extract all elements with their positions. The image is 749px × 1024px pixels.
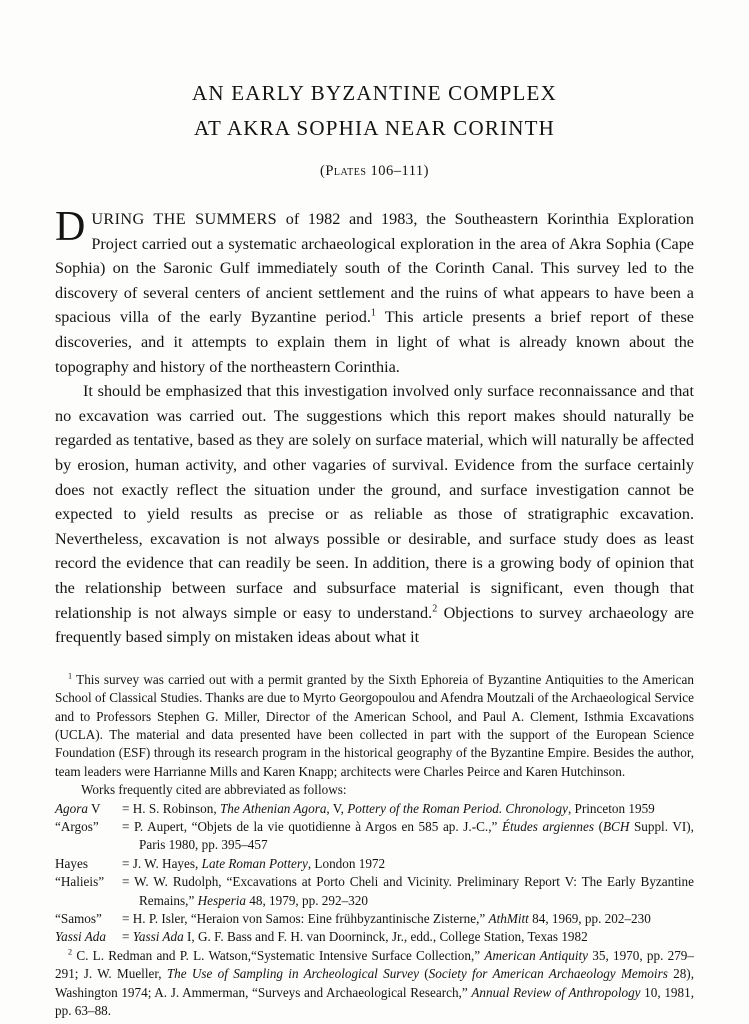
title-line-2: AT AKRA SOPHIA NEAR CORINTH	[193, 116, 556, 140]
abbreviation-term: “Halieis”	[55, 874, 105, 890]
works-cited-intro: Works frequently cited are abbreviated as follows:	[81, 782, 347, 798]
abbreviation-entry	[55, 800, 694, 818]
article-body	[55, 204, 694, 650]
footnote-1: $^1$ This survey was carried out with a permit granted by the Sixth Ephoreia of Byzantine Antiquities to the American School of Classical Studies. Thanks are due to Myrto Georgopoulou and Afendra Moutzali of the Archaeological Service and to Professors Stephen G. Miller, Director of the American School, and Paul A. Clement, Isthmia Excavations (UCLA). The material and data presented have been collected in part with the support of the European Science Foundation (ESF) through its research program in the historical geography of the Byzantine Empire. Besides the author, team leaders were Harrianne Mills and Karen Knapp; architects were Charles Peirce and Karen Hutchinson.	[55, 671, 694, 779]
abbreviation-definition: = W. W. Rudolph, “Excavations at Porto Cheli and Vicinity. Preliminary Report V: The Early Byzantine Remains,” Hesperia 48, 1979, pp. 292–320	[122, 874, 694, 908]
dropcap-letter: D	[55, 204, 86, 250]
abbreviation-definition: = P. Aupert, “Objets de la vie quotidienne à Argos en 585 ap. J.-C.,” Études argiennes (BCH Suppl. VI), Paris 1980, pp. 395–457	[122, 818, 694, 853]
abbreviation-entry	[55, 855, 694, 873]
abbreviation-definition: = Yassi Ada I, G. F. Bass and F. H. van Doorninck, Jr., edd., College Station, Texas 1982	[122, 929, 588, 945]
abbreviation-definition: = H. P. Isler, “Heraion von Samos: Eine frühbyzantinische Zisterne,” AthMitt 84, 1969, pp. 202–230	[122, 910, 651, 926]
footnotes-section	[55, 671, 694, 1021]
abbreviation-term: Agora V	[55, 800, 101, 816]
abbreviation-entry	[55, 818, 694, 855]
paragraph-1-text: URING THE SUMMERS of 1982 and 1983, the Southeastern Korinthia Exploration Project carried out a systematic archaeological exploration in the area of Akra Sophia (Cape Sophia) on the Saronic Gulf immediately south of the Corinth Canal. This survey led to the discovery of several centers of ancient settlement and the ruins of what appears to have been a spacious villa of the early Byzantine period.$^1$ This article presents a brief report of these discoveries, and it attempts to explain them in light of what is already known about the topography and history of the northeastern Corinthia.	[55, 210, 694, 376]
paragraph-1	[55, 204, 694, 379]
footnote-2: $^2$ C. L. Redman and P. L. Watson,“Systematic Intensive Surface Collection,” American Antiquity 35, 1970, pp. 279–291; J. W. Mueller, The Use of Sampling in Archeological Survey (Society for American Archaeology Memoirs 28), Washington 1974; A. J. Ammerman, “Surveys and Archaeological Research,” Annual Review of Anthropology 10, 1981, pp. 63–88.	[55, 947, 694, 1018]
plates-reference: (Plates 106–111)	[319, 163, 430, 179]
abbreviation-term: “Samos”	[55, 910, 102, 926]
abbreviation-entry	[55, 910, 694, 928]
abbreviation-definition: = J. W. Hayes, Late Roman Pottery, London 1972	[122, 855, 386, 871]
abbreviation-term: Hayes	[55, 855, 88, 871]
abbreviation-term: “Argos”	[55, 818, 99, 834]
abbreviation-definition: = H. S. Robinson, The Athenian Agora, V, Pottery of the Roman Period. Chronology, Princeton 1959	[122, 800, 655, 816]
title-line-1: AN EARLY BYZANTINE COMPLEX	[192, 81, 557, 105]
paragraph-2: It should be emphasized that this investigation involved only surface reconnaissance and that no excavation was carried out. The suggestions which this report makes should naturally be regarded as tentative, based as they are solely on surface material, which will naturally be affected by erosion, human activity, and other vagaries of survival. Evidence from the surface certainly does not exactly reflect the situation under the ground, and surface investigation cannot be expected to yield results as precise or as reliable as those of stratigraphic excavation. Nevertheless, excavation is not always possible or desirable, and surface study does as least record the evidence that can readily be seen. In addition, there is a growing body of opinion that the relationship between surface and subsurface material is significant, even though that relationship is not always simple or easy to understand.$^2$ Objections to survey archaeology are frequently based simply on mistaken ideas about what it	[55, 382, 694, 647]
abbreviation-entry	[55, 873, 694, 910]
article-title	[55, 76, 694, 146]
abbreviation-entry	[55, 928, 694, 946]
abbreviation-term: Yassi Ada	[55, 929, 106, 945]
abbreviation-list	[55, 800, 694, 947]
